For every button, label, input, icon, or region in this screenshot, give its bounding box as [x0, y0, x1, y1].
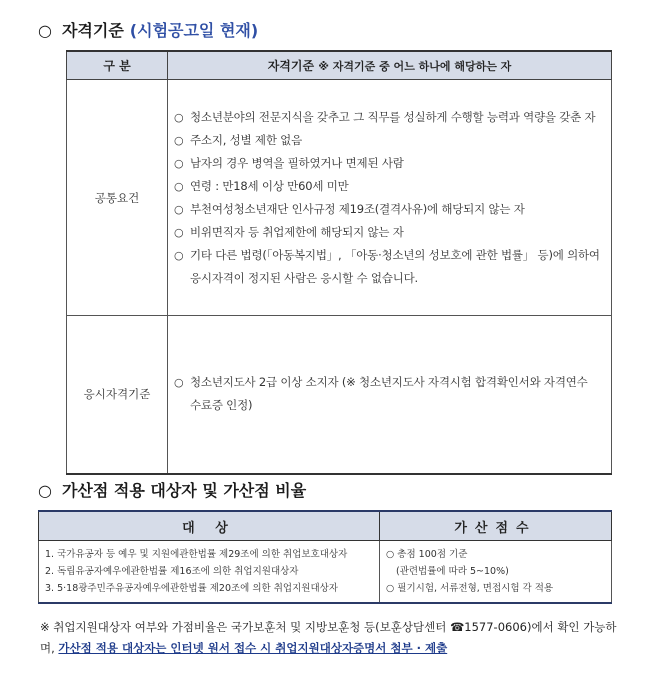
section-subtitle: (시험공고일 현재)	[129, 21, 259, 40]
circle-bullet-icon: ○	[174, 202, 184, 216]
circle-bullet-icon: ○	[174, 156, 184, 170]
footnote-highlight: 가산점 적용 대상자는 인터넷 원서 접수 시 취업지원대상자증명서 첨부 · 제출	[58, 641, 448, 655]
list-item: ○ 부천여성청소년재단 인사규정 제19조(결격사유)에 해당되지 않는 자	[174, 198, 601, 221]
table-header-row	[67, 51, 612, 80]
row-content-common	[168, 80, 612, 316]
row-content-eligibility	[168, 316, 612, 474]
list-item: (관련법률에 따라 5~10%)	[396, 565, 509, 577]
list-item: 2. 독립유공자예우에관한법률 제16조에 의한 취업지원대상자	[45, 565, 299, 577]
circle-bullet-icon: ○	[38, 21, 52, 40]
section-title-text: 가산점 적용 대상자 및 가산점 비율	[61, 481, 307, 500]
list-item: ○ 남자의 경우 병역을 필하였거나 면제된 사람	[174, 152, 601, 175]
bonus-points-cell	[380, 541, 612, 603]
header-criteria-note: ※ 자격기준 중 어느 하나에 해당하는 자	[318, 60, 512, 73]
header-points: 가산점수	[380, 511, 612, 541]
table-row-common	[67, 80, 612, 316]
circle-bullet-icon: ○	[174, 110, 184, 124]
circle-bullet-icon: ○	[38, 481, 52, 500]
list-item: ○ 청소년분야의 전문지식을 갖추고 그 직무를 성실하게 수행할 능력과 역량을 갖춘 자	[174, 106, 601, 129]
list-item: 1. 국가유공자 등 예우 및 지원에관한법률 제29조에 의한 취업보호대상자	[45, 548, 348, 560]
bonus-points-table	[38, 510, 612, 604]
list-item: ○ 주소지, 성별 제한 없음	[174, 129, 601, 152]
list-item: ○ 청소년지도사 2급 이상 소지자 (※ 청소년지도사 자격시험 합격확인서와 자격연수 수료증 인정)	[174, 371, 601, 417]
row-label-common: 공통요건	[67, 80, 168, 316]
bonus-targets-cell	[39, 541, 380, 603]
circle-bullet-icon: ○	[174, 225, 184, 239]
header-criteria-label: 자격기준	[267, 59, 315, 73]
circle-bullet-icon: ○	[174, 179, 184, 193]
list-item: 3. 5·18광주민주유공자예우에관한법률 제20조에 의한 취업지원대상자	[45, 582, 338, 594]
list-item: ○ 연령 : 만18세 이상 만60세 미만	[174, 175, 601, 198]
footnote	[40, 617, 620, 659]
row-label-eligibility: 응시자격기준	[67, 316, 168, 474]
header-category: 구 분	[67, 51, 168, 80]
list-item: ○ 비위면직자 등 취업제한에 해당되지 않는 자	[174, 221, 601, 244]
table-row-eligibility	[67, 316, 612, 474]
list-item: ○ 기타 다른 법령(「아동복지법」, 「아동·청소년의 성보호에 관한 법률」 등)에 의하여 응시자격이 정지된 사람은 응시할 수 없습니다.	[174, 244, 601, 290]
table-row	[39, 541, 612, 603]
footnote-text: ※ 취업지원대상자 여부와 가점비율은 국가보훈처 및 지방보훈청 등(보훈상담센터 ☎1577-0606)에서 확인 가능하며,	[40, 620, 617, 655]
circle-bullet-icon: ○	[174, 133, 184, 147]
section-title-qualification	[38, 18, 258, 41]
table-header-row	[39, 511, 612, 541]
circle-bullet-icon: ○	[174, 248, 184, 262]
header-target: 대 상	[39, 511, 380, 541]
list-item: ○ 필기시험, 서류전형, 면접시험 각 적용	[386, 582, 554, 594]
header-criteria	[168, 51, 612, 80]
list-item: ○ 총점 100점 기준	[386, 548, 468, 560]
section-title-bonus-points	[38, 478, 306, 501]
section-title-text: 자격기준	[61, 21, 124, 40]
circle-bullet-icon: ○	[174, 376, 184, 390]
qualification-table	[66, 50, 612, 475]
